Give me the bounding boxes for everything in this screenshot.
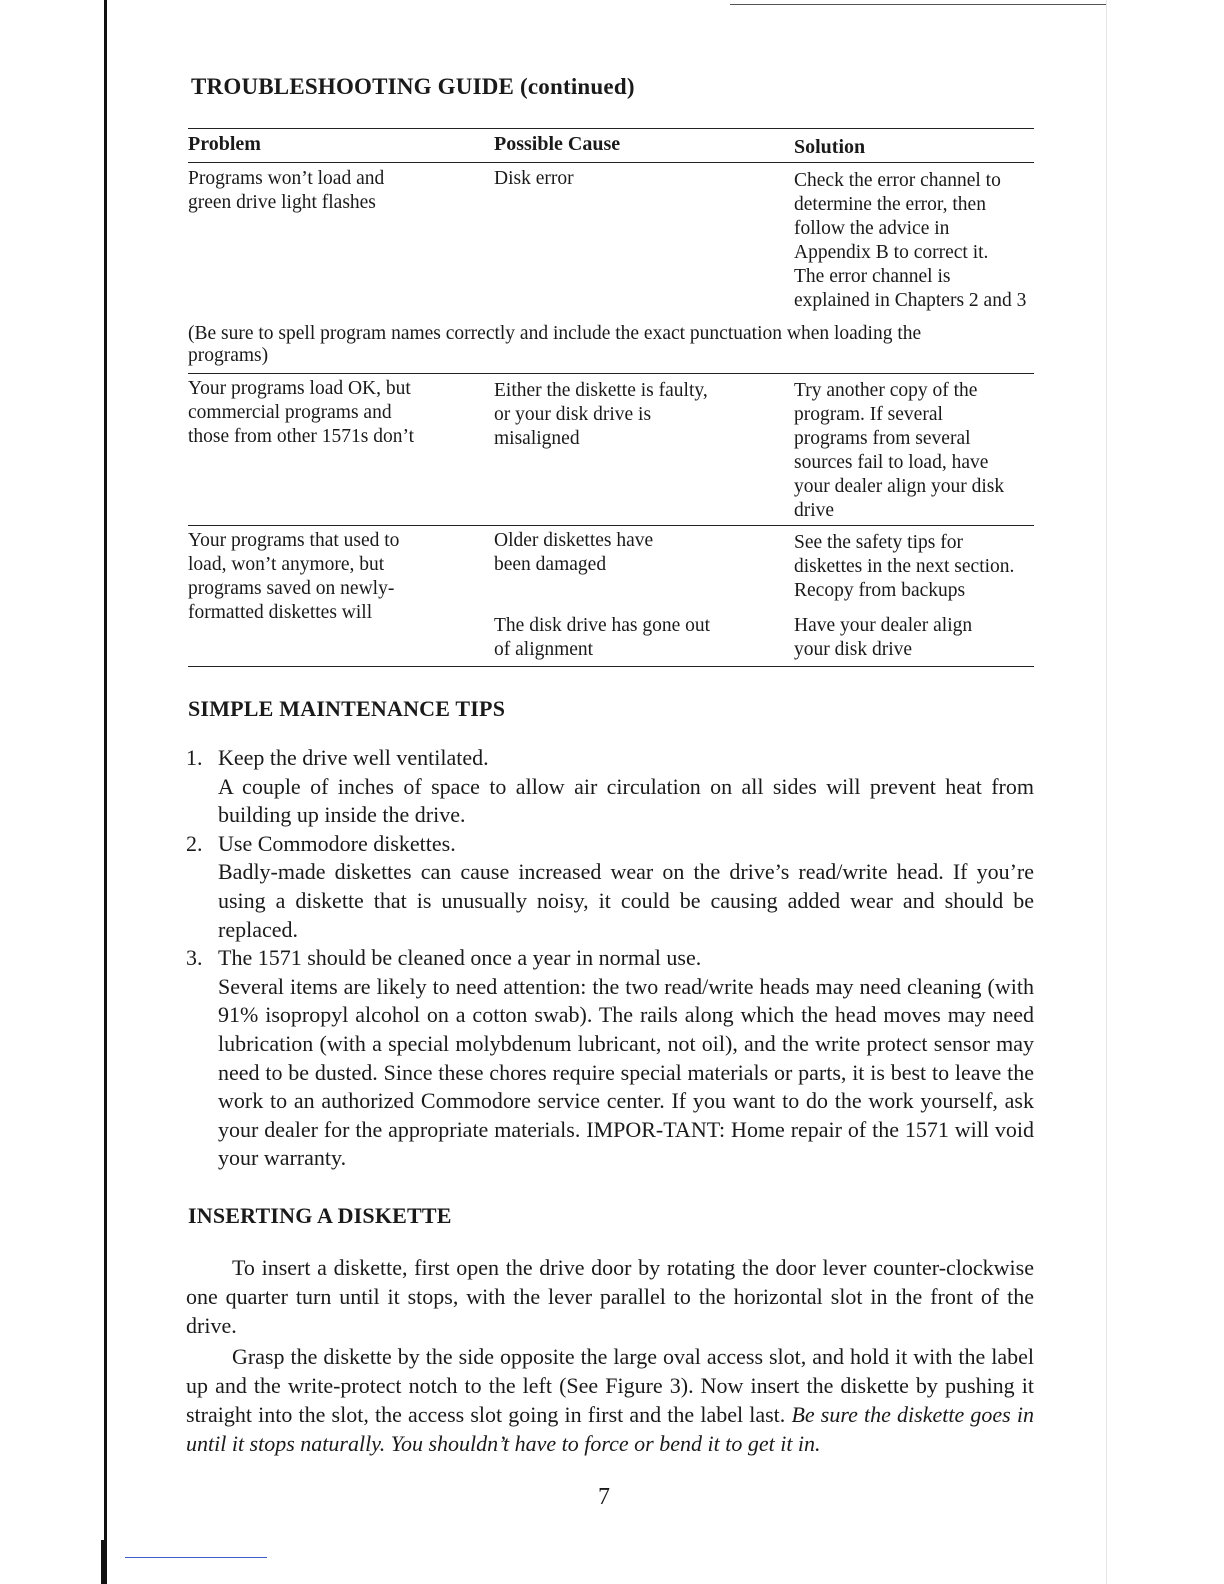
bottom-edge-rule (125, 1557, 267, 1558)
header-problem: Problem (188, 133, 261, 155)
text-line: The error channel is (794, 266, 951, 287)
tip-body: A couple of inches of space to allow air circulation on all sides will prevent heat from building up inside the drive. (218, 773, 1034, 828)
text-line: or your disk drive is (494, 404, 652, 425)
maintenance-title: SIMPLE MAINTENANCE TIPS (188, 696, 506, 721)
text-line: programs from several (794, 428, 971, 449)
tip-body: Several items are likely to need attention: the two read/write heads may need cleaning (with 91% isopropyl alcohol on a cotton swab). The rails along which the head moves may need lubrication (with a special molybdenum lubricant, not oil), and the write protect sensor may need to be dusted. Since these chores require special materials or parts, it is best to leave the work to an authorized Commodore service center. If you want to do the work yourself, ask your dealer for the appropriate materials. IMPOR-TANT: Home repair of the 1571 will void your warranty. (218, 973, 1034, 1171)
text-line: formatted diskettes will (188, 602, 373, 623)
row1-solution (794, 167, 1034, 313)
tip-heading: Keep the drive well ventilated. (218, 745, 489, 770)
text-line: Try another copy of the (794, 380, 978, 401)
table-header-row (188, 129, 1034, 162)
tip-number: 2. (186, 830, 203, 856)
paragraph-emphasis: Be sure the diskette goes in until it stops naturally. You shouldn’t have to force or bend it to get it in. (186, 1402, 1034, 1456)
paragraph (186, 1342, 1034, 1458)
text-line: follow the advice in (794, 218, 950, 239)
guide-title: TROUBLESHOOTING GUIDE (continued) (191, 74, 635, 99)
row3-solution (794, 529, 1034, 662)
text-line: Check the error channel to (794, 170, 1001, 191)
row2-problem (188, 377, 494, 523)
paragraph: To insert a diskette, first open the drive door by rotating the door lever counter-clockwise one quarter turn until it stops, with the lever parallel to the horizontal slot in the front of the drive. (186, 1255, 1034, 1338)
table-row (188, 163, 1034, 313)
row3-problem (188, 529, 494, 662)
text-line: explained in Chapters 2 and 3 (794, 290, 1027, 311)
table-bottom-rule (188, 666, 1034, 667)
table-note (188, 313, 1034, 373)
text-line: sources fail to load, have (794, 452, 989, 473)
text-line: those from other 1571s don’t (188, 426, 415, 447)
binding-edge-mark (101, 1540, 107, 1584)
maintenance-tips-list (186, 744, 1034, 1173)
row2-cause (494, 377, 794, 523)
paragraph-text: Grasp the diskette by the side opposite the large oval access slot, and hold it with the label up and the write-protect notch to the left (See Figure 3). Now insert the diskette by pushing it straight into the slot, the access slot going in first and the label last. (186, 1344, 1034, 1427)
inserting-body (186, 1253, 1034, 1460)
row1-cause (494, 167, 794, 313)
spacer (794, 603, 1034, 614)
text-line: Programs won’t load and (188, 168, 385, 189)
spacer (494, 577, 794, 614)
row3-cause (494, 529, 794, 662)
list-item (186, 944, 1034, 1173)
text-line: determine the error, then (794, 194, 986, 215)
text-line: Either the diskette is faulty, (494, 380, 708, 401)
text-line: commercial programs and (188, 402, 392, 423)
text-line: load, won’t anymore, but (188, 554, 385, 575)
text-line: misaligned (494, 428, 580, 449)
list-item (186, 744, 1034, 830)
table-row (188, 526, 1034, 666)
tip-text (218, 944, 1034, 1173)
tip-heading: Use Commodore diskettes. (218, 830, 456, 856)
tip-text (218, 830, 1034, 944)
text-line: (Be sure to spell program names correctly and include the exact punctuation when loading the (188, 323, 922, 344)
text-line: Recopy from backups (794, 580, 966, 601)
text-line: Appendix B to correct it. (794, 242, 989, 263)
text-line: Older diskettes have (494, 530, 654, 551)
text-line: The disk drive has gone out (494, 615, 711, 636)
tip-number: 1. (186, 745, 203, 770)
row1-problem (188, 167, 494, 313)
text-line: Disk error (494, 168, 574, 189)
header-solution: Solution (794, 136, 866, 158)
text-line: your dealer align your disk (794, 476, 1005, 497)
header-cause: Possible Cause (494, 133, 621, 155)
tip-heading: The 1571 should be cleaned once a year in normal use. (218, 945, 702, 971)
text-line: See the safety tips for (794, 532, 963, 553)
tip-body: Badly-made diskettes can cause increased wear on the drive’s read/write head. If you’re using a diskette that is unusually noisy, it could be causing added wear and should be replaced. (218, 859, 1034, 942)
text-line: Your programs load OK, but (188, 378, 411, 399)
text-line: your disk drive (794, 639, 913, 660)
page-right-edge (1106, 0, 1107, 1584)
top-edge-rule (730, 4, 1106, 5)
text-line: program. If several (794, 404, 943, 425)
tip-number: 3. (186, 945, 203, 971)
troubleshooting-table (188, 128, 1034, 667)
tip-text (218, 744, 1034, 830)
text-line: programs) (188, 345, 269, 366)
text-line: been damaged (494, 554, 607, 575)
text-line: diskettes in the next section. (794, 556, 1015, 577)
page-number: 7 (598, 1484, 610, 1510)
text-line: Have your dealer align (794, 615, 973, 636)
text-line: Your programs that used to (188, 530, 400, 551)
text-line: programs saved on newly- (188, 578, 395, 599)
inserting-title: INSERTING A DISKETTE (188, 1203, 452, 1228)
binding-edge (104, 0, 107, 1584)
text-line: drive (794, 500, 835, 521)
text-line: of alignment (494, 639, 594, 660)
list-item (186, 830, 1034, 944)
table-row (188, 374, 1034, 523)
text-line: green drive light flashes (188, 192, 376, 213)
row2-solution (794, 377, 1034, 523)
